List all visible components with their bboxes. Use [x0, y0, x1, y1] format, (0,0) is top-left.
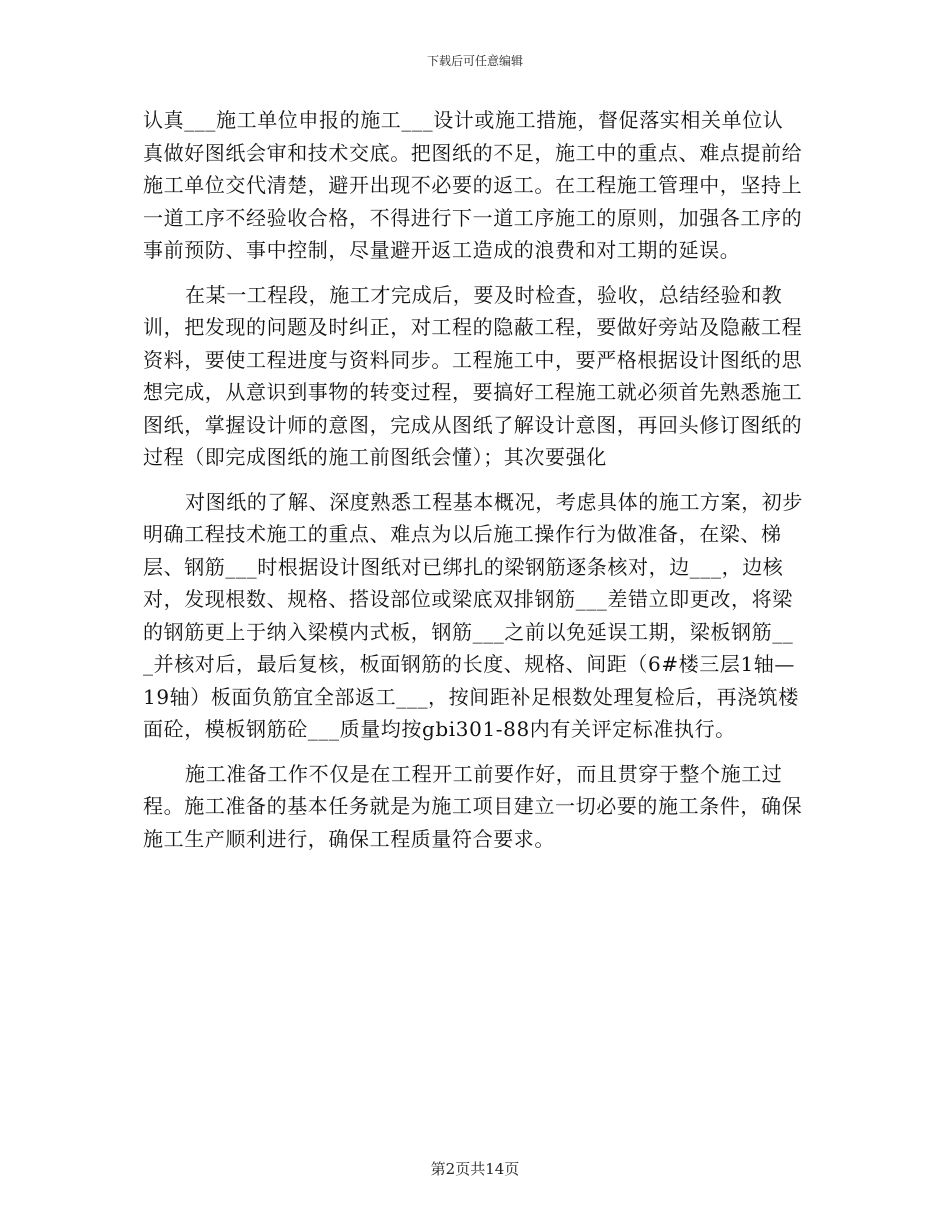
paragraph-2: 在某一工程段，施工才完成后，要及时检查，验收，总结经验和教训，把发现的问题及时纠正，对工程的隐蔽工程，要做好旁站及隐蔽工程资料，要使工程进度与资料同步。工程施工中，要严格根据设计图纸的思想完成，从意识到事物的转变过程，要搞好工程施工就必须首先熟悉施工图纸，掌握设计师的意图，完成从图纸了解设计意图，再回头修订图纸的过程（即完成图纸的施工前图纸会懂）；其次要强化	[143, 282, 803, 469]
page-header: 下载后可任意编辑	[426, 54, 523, 68]
paragraph-1: 认真___施工单位申报的施工___设计或施工措施，督促落实相关单位认真做好图纸会审和技术交底。把图纸的不足，施工中的重点、难点提前给施工单位交代清楚，避开出现不必要的返工。在工程施工管理中，坚持上一道工序不经验收合格，不得进行下一道工序施工的原则，加强各工序的事前预防、事中控制，尽量避开返工造成的浪费和对工期的延误。	[143, 108, 803, 262]
document-body	[143, 104, 803, 855]
paragraph-3: 对图纸的了解、深度熟悉工程基本概况，考虑具体的施工方案，初步明确工程技术施工的重点、难点为以后施工操作行为做准备，在梁、梯层、钢筋___时根据设计图纸对已绑扎的梁钢筋逐条核对，边___，边核对，发现根数、规格、搭设部位或梁底双排钢筋___差错立即更改，将梁的钢筋更上于纳入梁模内式板，钢筋___之前以免延误工期，梁板钢筋___并核对后，最后复核，板面钢筋的长度、规格、间距（6#楼三层1轴—19轴）板面负筋宜全部返工___，按间距补足根数处理复检后，再浇筑楼面砼，模板钢筋砼___质量均按gbi301-88内有关评定标准执行。	[143, 489, 803, 741]
page-footer: 第2页共14页	[430, 1160, 520, 1178]
paragraph-4: 施工准备工作不仅是在工程开工前要作好，而且贯穿于整个施工过程。施工准备的基本任务就是为施工项目建立一切必要的施工条件，确保施工生产顺利进行，确保工程质量符合要求。	[143, 761, 803, 851]
